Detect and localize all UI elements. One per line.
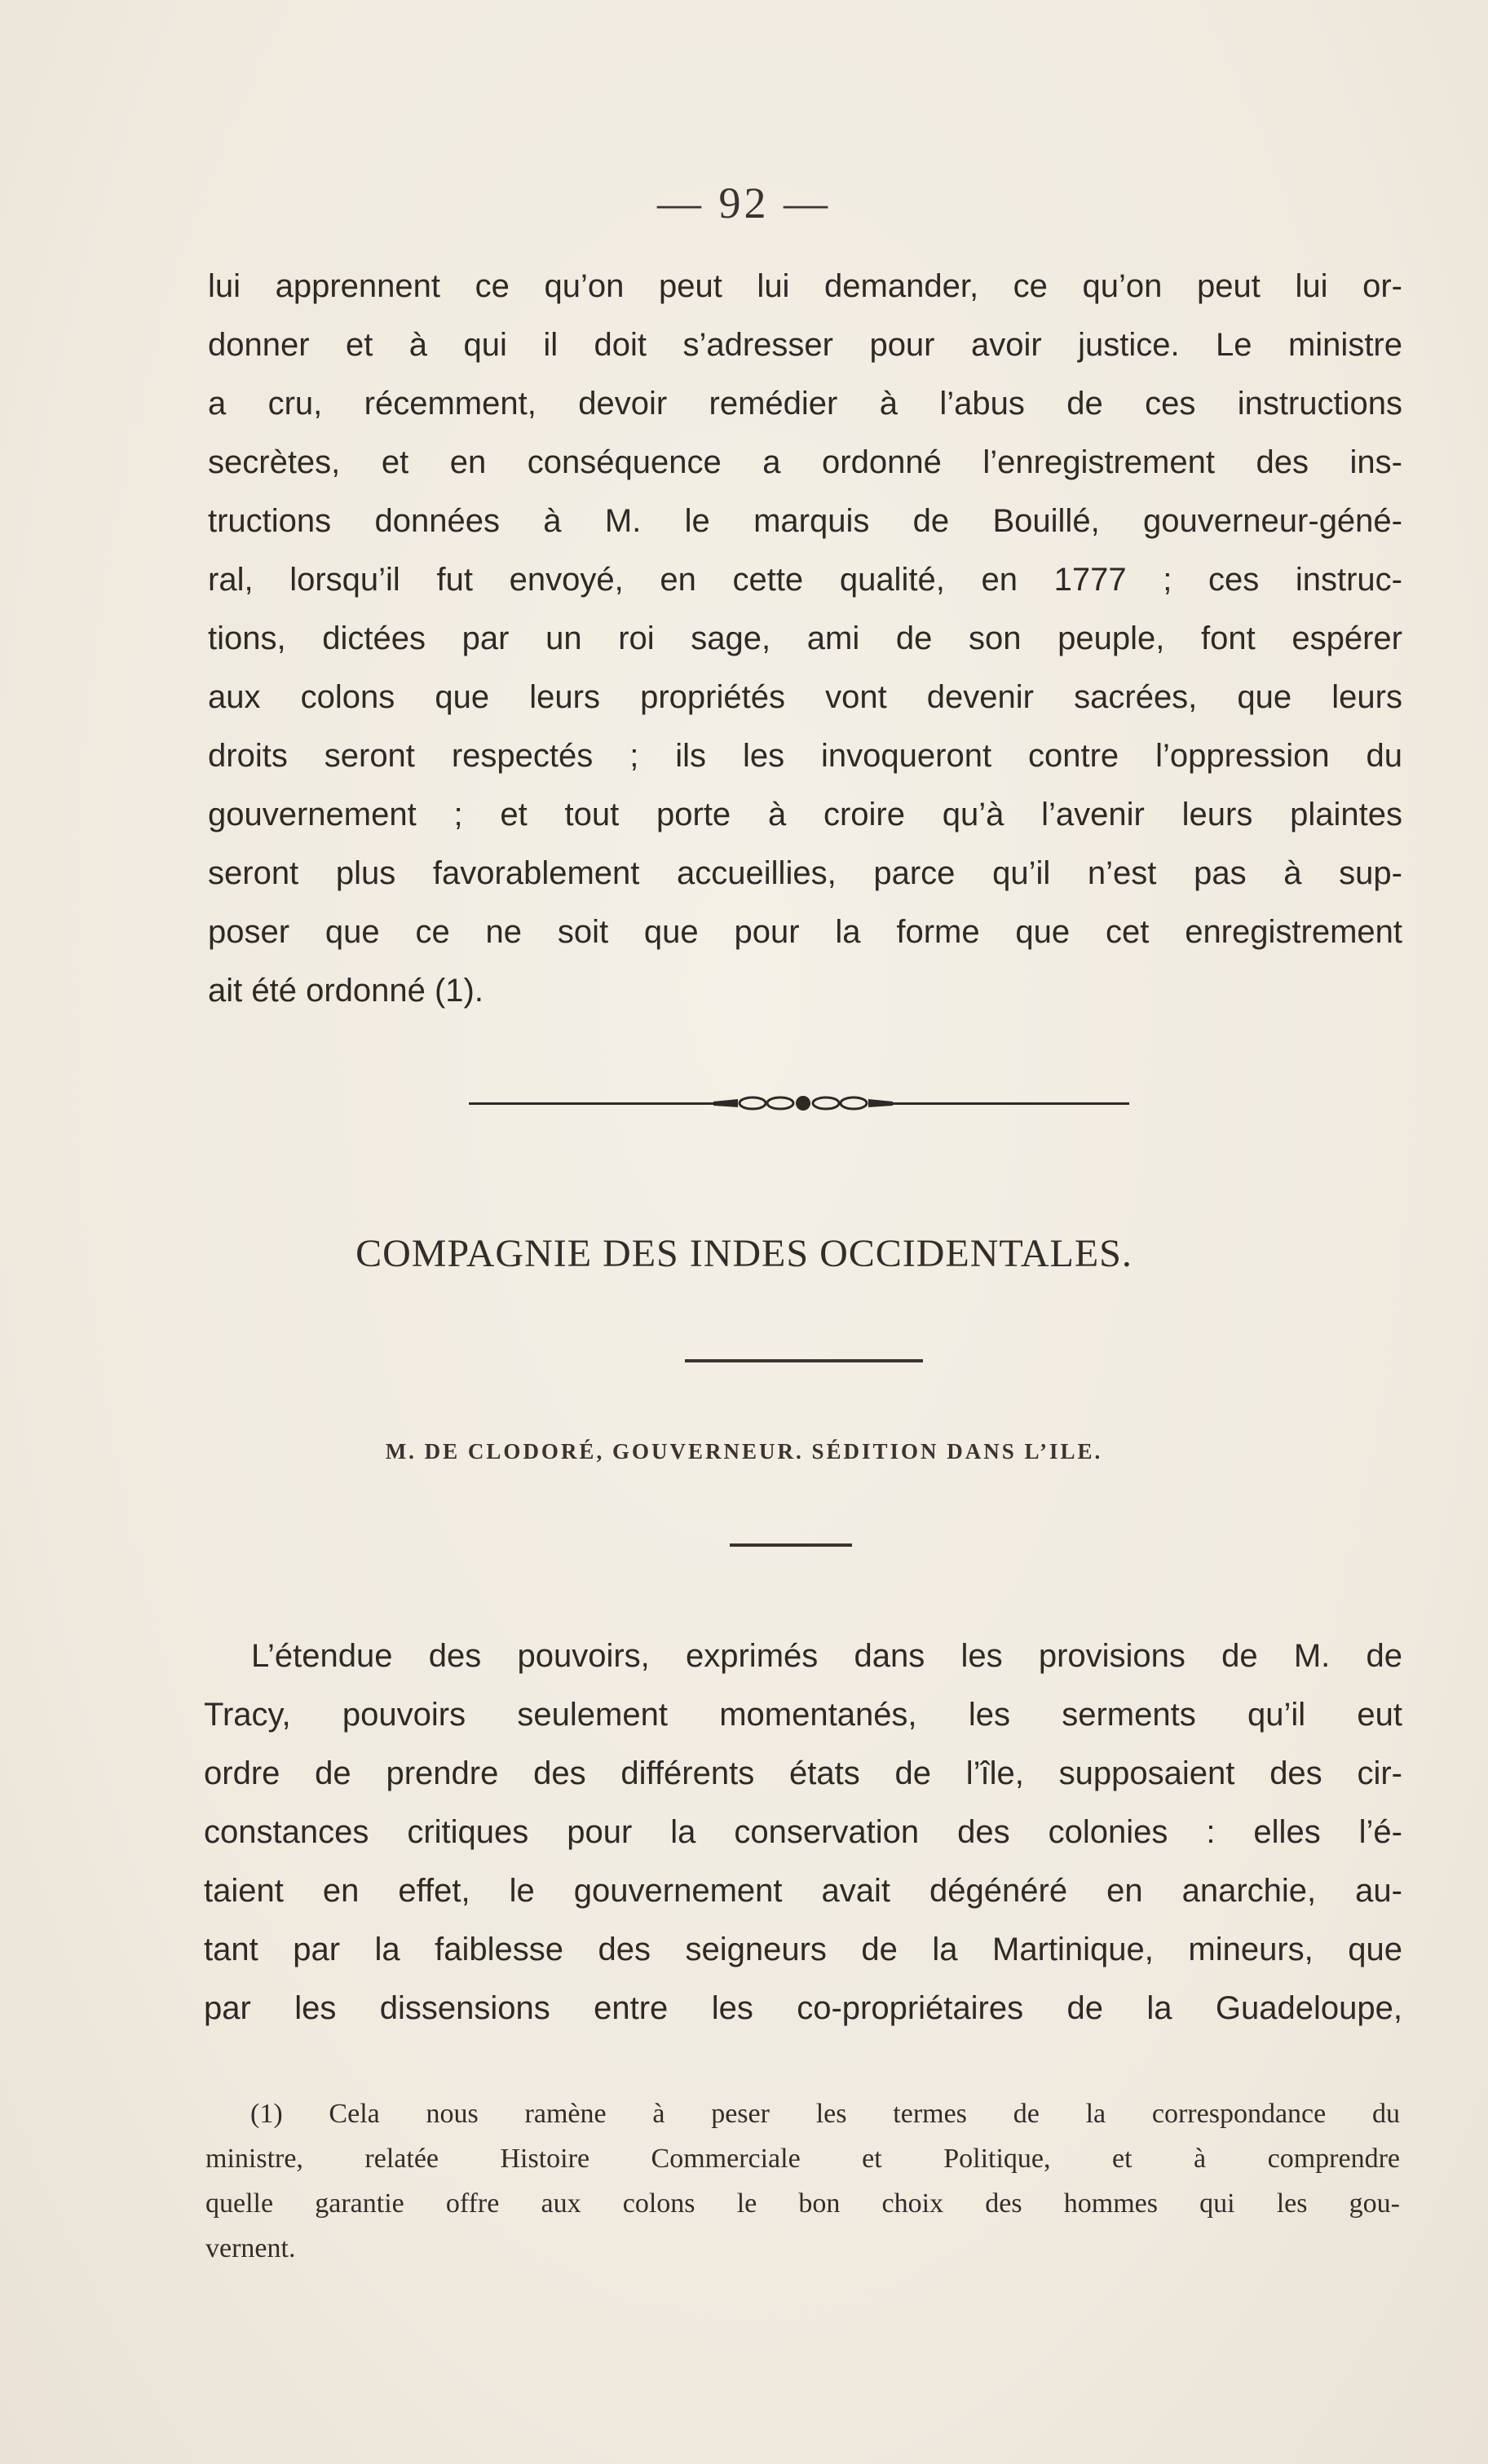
text-line: ait été ordonné (1). <box>208 973 483 1009</box>
footnote <box>205 2091 1400 2271</box>
text-line: poser que ce ne soit que pour la forme que cet enregistrement <box>208 914 1402 950</box>
text-line: donner et à qui il doit s’adresser pour avoir justice. Le ministre <box>208 327 1402 363</box>
text-line: tructions données à M. le marquis de Bouillé, gouverneur-géné- <box>208 503 1402 539</box>
text-line: aux colons que leurs propriétés vont devenir sacrées, que leurs <box>208 679 1402 715</box>
page-number: — 92 — <box>657 179 831 227</box>
footnote-line: (1) Cela nous ramène à peser les termes de la correspondance du <box>250 2099 1400 2129</box>
subheading-rule <box>730 1543 852 1547</box>
text-line: secrètes, et en conséquence a ordonné l’enregistrement des ins- <box>208 444 1402 480</box>
paragraph-1 <box>208 257 1402 1020</box>
text-line: a cru, récemment, devoir remédier à l’abus de ces instructions <box>208 386 1402 422</box>
text-line: taient en effet, le gouvernement avait dégénéré en anarchie, au- <box>204 1873 1402 1909</box>
text-line: tant par la faiblesse des seigneurs de la Martinique, mineurs, que <box>204 1932 1402 1967</box>
section-heading: COMPAGNIE DES INDES OCCIDENTALES. <box>355 1232 1133 1275</box>
text-line: droits seront respectés ; ils les invoqueront contre l’oppression du <box>208 738 1402 774</box>
text-line: ordre de prendre des différents états de l’île, supposaient des cir- <box>204 1755 1402 1791</box>
text-line: constances critiques pour la conservation des colonies : elles l’é- <box>204 1814 1402 1850</box>
text-line: seront plus favorablement accueillies, parce qu’il n’est pas à sup- <box>208 855 1402 891</box>
text-line: par les dissensions entre les co-propriétaires de la Guadeloupe, <box>204 1990 1402 2026</box>
text-line: lui apprennent ce qu’on peut lui demander, ce qu’on peut lui or- <box>208 268 1402 304</box>
text-line: gouvernement ; et tout porte à croire qu’à l’avenir leurs plaintes <box>208 797 1402 832</box>
text-line: L’étendue des pouvoirs, exprimés dans les provisions de M. de <box>251 1638 1402 1674</box>
ornament-divider <box>469 1093 1129 1115</box>
text-line: tions, dictées par un roi sage, ami de son peuple, font espérer <box>208 620 1402 656</box>
text-line: Tracy, pouvoirs seulement momentanés, les serments qu’il eut <box>204 1697 1402 1733</box>
heading-rule <box>685 1359 923 1362</box>
footnote-line: quelle garantie offre aux colons le bon choix des hommes qui les gou- <box>205 2188 1400 2219</box>
paragraph-2 <box>204 1627 1402 2038</box>
text-line: ral, lorsqu’il fut envoyé, en cette qualité, en 1777 ; ces instruc- <box>208 562 1402 598</box>
section-subheading: M. DE CLODORÉ, GOUVERNEUR. SÉDITION DANS L’ILE. <box>385 1439 1103 1464</box>
footnote-line: ministre, relatée Histoire Commerciale et Politique, et à comprendre <box>205 2144 1400 2174</box>
footnote-line: vernent. <box>205 2233 296 2263</box>
